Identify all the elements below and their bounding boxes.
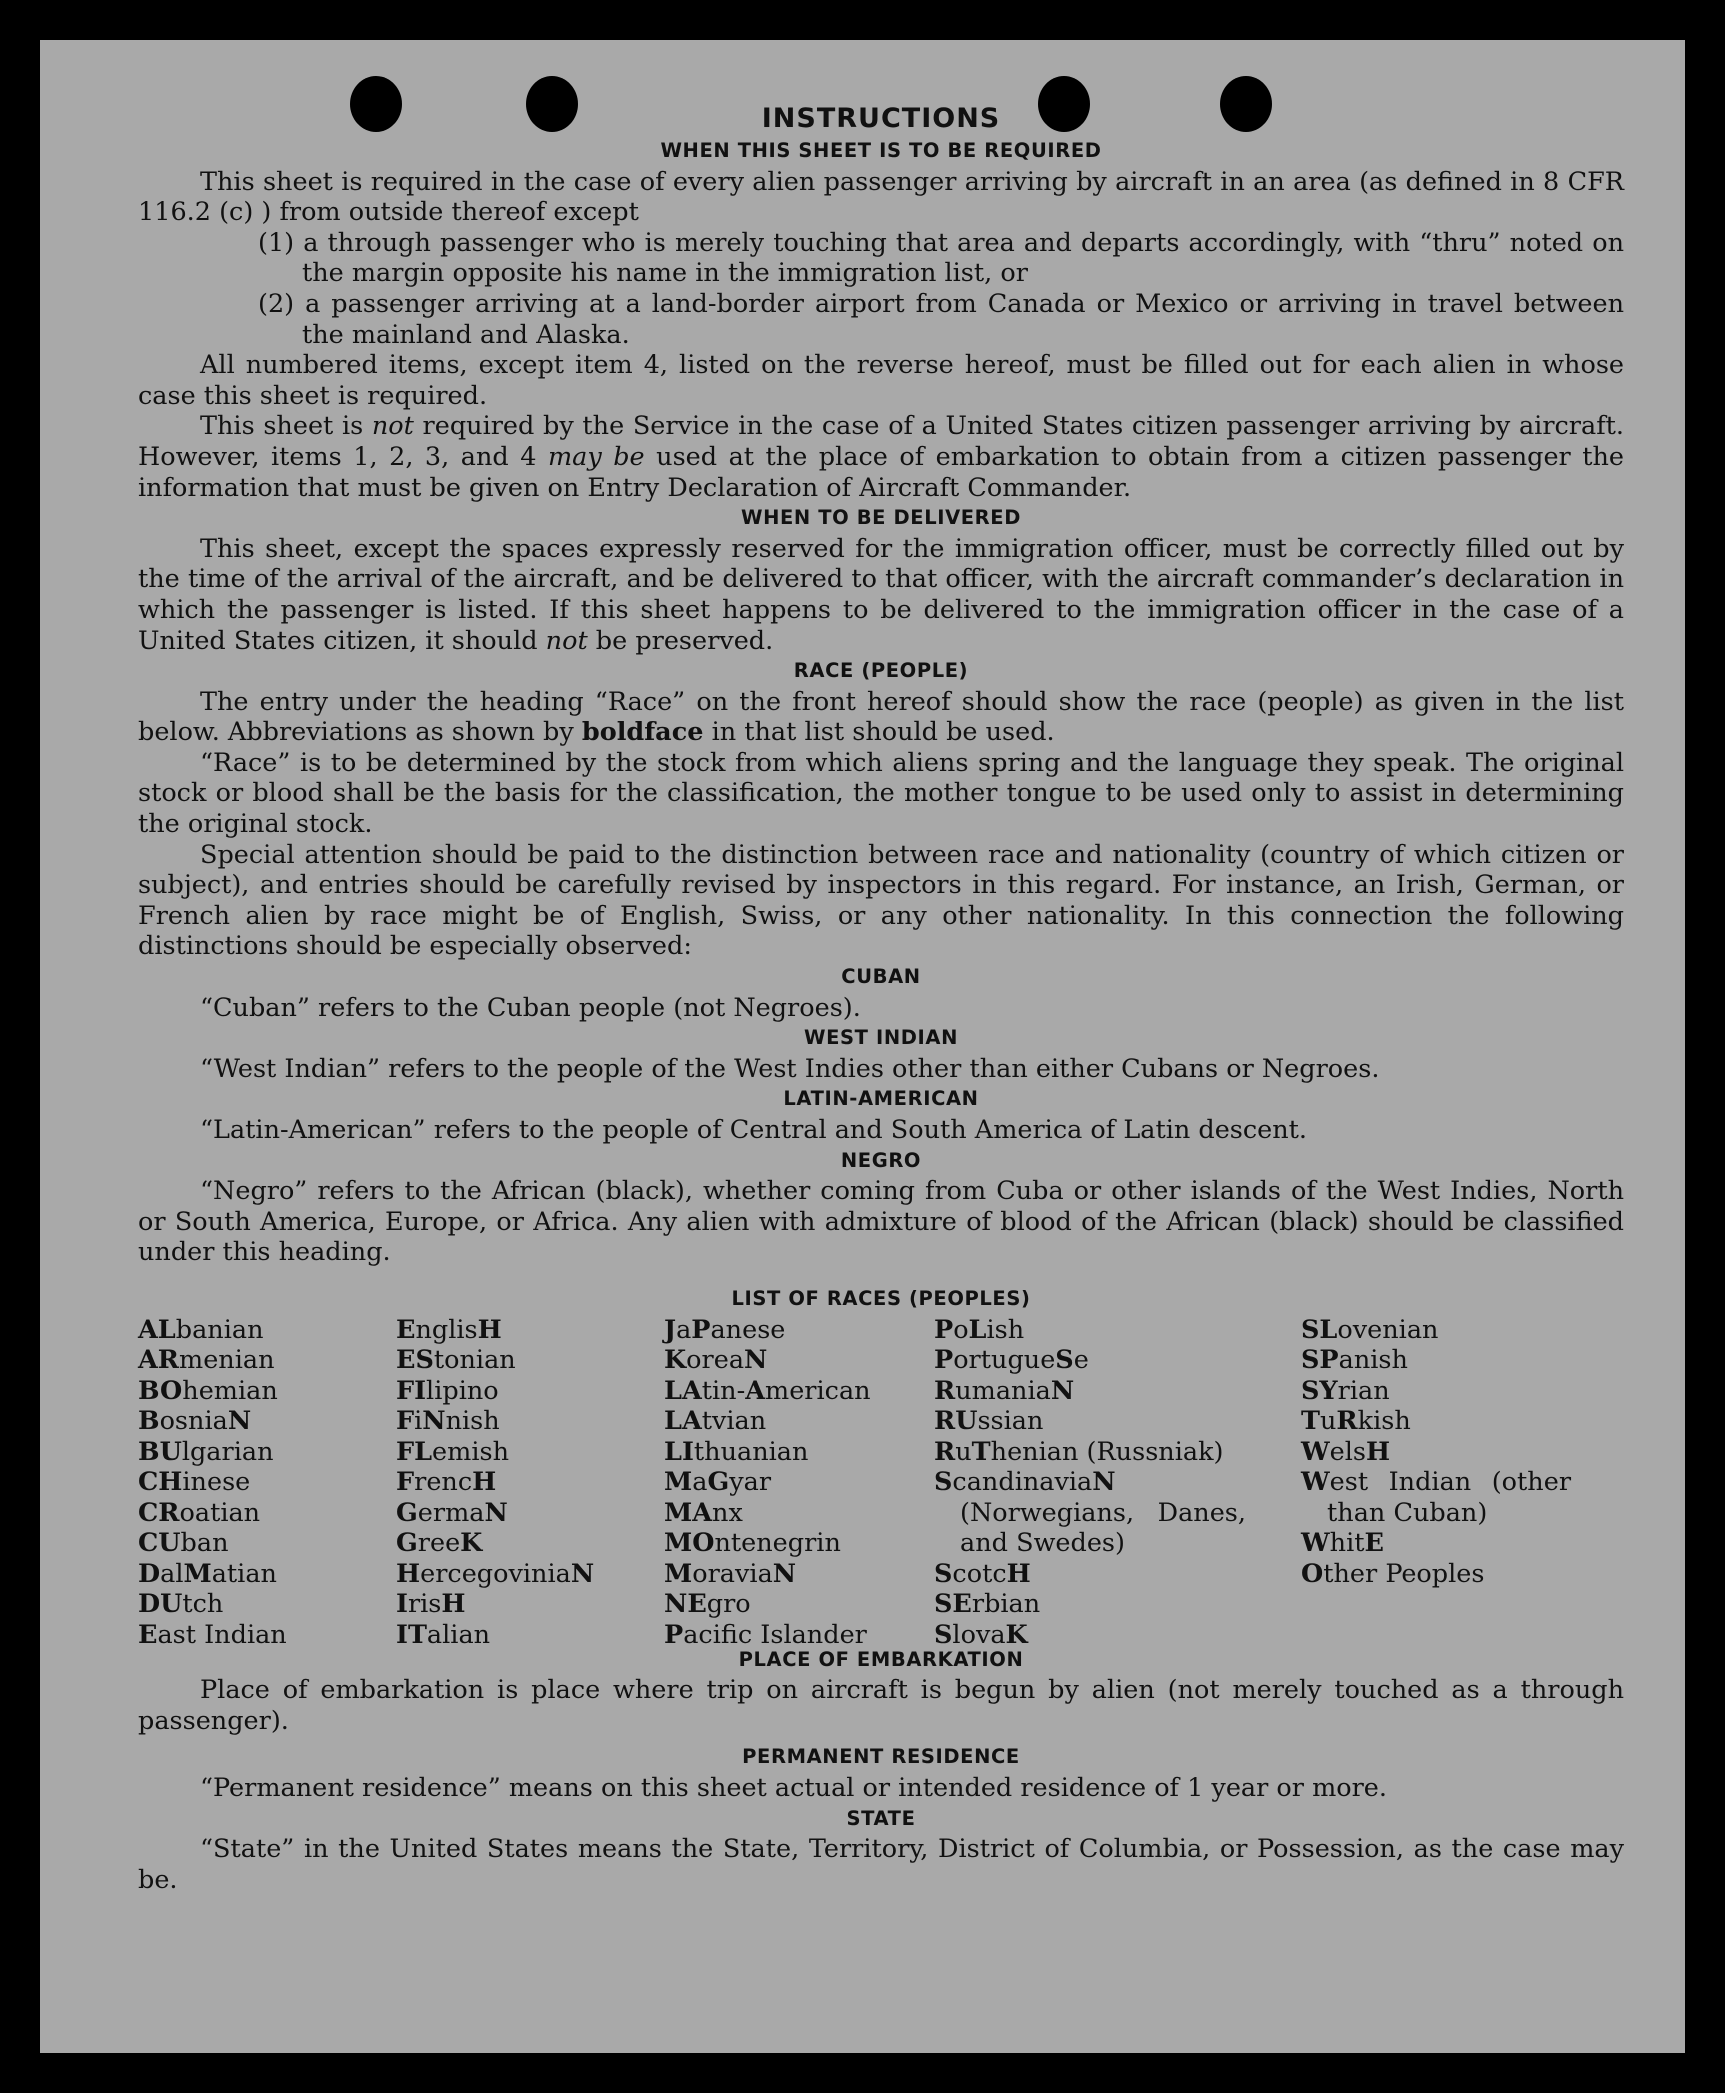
race-entry: FIlipino	[396, 1375, 499, 1406]
race-entry: GreeK	[396, 1528, 483, 1559]
race-entry: TuRkish	[1301, 1406, 1411, 1437]
heading-latin-american: LATIN-AMERICAN	[783, 1087, 979, 1111]
race-entry: GermaN	[396, 1497, 508, 1528]
race-entry: LIthuanian	[664, 1436, 809, 1467]
race-entry: FrencH	[396, 1467, 497, 1498]
race-entry: SPanish	[1301, 1345, 1408, 1376]
race-entry: PoLish	[934, 1314, 1025, 1345]
race-entry: MOntenegrin	[664, 1528, 841, 1559]
race-entry: SYrian	[1301, 1375, 1390, 1406]
race-entry: East Indian	[138, 1619, 287, 1650]
race-entry: BOhemian	[138, 1375, 278, 1406]
race-entry: MAnx	[664, 1497, 743, 1528]
race-entry: SLovenian	[1301, 1314, 1439, 1345]
race-entry: SErbian	[934, 1589, 1041, 1620]
heading-state: STATE	[846, 1806, 916, 1830]
heading-cuban: CUBAN	[841, 965, 921, 989]
race-entry: MaGyar	[664, 1467, 772, 1498]
race-entry: BUlgarian	[138, 1436, 274, 1467]
race-entry: CRoatian	[138, 1497, 261, 1528]
exception-item-1: (1) a through passenger who is merely touching that area and departs accordingly, with “thru” noted on the margin opposite his name in the immigration list, or	[258, 227, 1624, 289]
races-column-4	[934, 1315, 1246, 1651]
document-sheet	[40, 40, 1685, 2053]
race-entry: West Indian (other than Cuban)	[1301, 1467, 1572, 1528]
heading-race: RACE (PEOPLE)	[793, 659, 969, 683]
instructions-content	[138, 102, 1624, 1895]
paragraph-race-stock: “Race” is to be determined by the stock from which aliens spring and the language they speak. The original stock or blood shall be the basis for the classification, the mother tongue to be used only to assist in determining the original stock.	[138, 747, 1624, 840]
race-entry: LAtvian	[664, 1406, 767, 1437]
paragraph-state: “State” in the United States means the State, Territory, District of Columbia, or Possession, as the case may be.	[138, 1834, 1624, 1895]
races-column-3	[664, 1315, 929, 1651]
race-entry: CHinese	[138, 1467, 251, 1498]
heading-when-delivered: WHEN TO BE DELIVERED	[740, 506, 1022, 530]
paragraph-citizen: This sheet is not required by the Service in the case of a United States citizen passenger arriving by aircraft. However, items 1, 2, 3, and 4 may be used at the place of embarkation to obtain from a citizen passenger the information that must be given on Entry Declaration of Aircraft Commander.	[138, 411, 1624, 503]
race-entry: Pacifc Islander	[664, 1619, 867, 1650]
races-list	[138, 1314, 1624, 1650]
races-column-5	[1301, 1315, 1571, 1590]
paragraph-negro: “Negro” refers to the African (black), whether coming from Cuba or other islands of the West Indies, North or South America, Europe, or Africa. Any alien with admixture of blood of the African (black) should be classified under this heading.	[138, 1176, 1624, 1268]
paragraph-required: This sheet is required in the case of every alien passenger arriving by aircraft in an area (as defined in 8 CFR 116.2 (c) ) from outside thereof except	[138, 166, 1624, 228]
races-column-2	[396, 1315, 656, 1651]
race-entry: Other Peoples	[1301, 1558, 1485, 1589]
race-entry: PortugueSe	[934, 1345, 1089, 1376]
heading-list-of-races: LIST OF RACES (PEOPLES)	[731, 1286, 1031, 1310]
race-entry: KoreaN	[664, 1345, 768, 1376]
race-entry: EStonian	[396, 1345, 516, 1376]
race-entry: RumaniaN	[934, 1375, 1075, 1406]
heading-negro: NEGRO	[840, 1148, 922, 1172]
exception-item-2: (2) a passenger arriving at a land-border airport from Canada or Mexico or arriving in travel between the mainland and Alaska.	[258, 288, 1624, 350]
race-entry: IrisH	[396, 1589, 466, 1620]
race-entry: ScandinaviaN (Norwegians, Danes, and Swedes)	[934, 1467, 1246, 1559]
race-entry: BosniaN	[138, 1406, 252, 1437]
paragraph-delivered: This sheet, except the spaces expressly reserved for the immigration officer, must be correctly filled out by the time of the arrival of the aircraft, and be delivered to that officer, with the aircraft commander’s declaration in which the passenger is listed. If this sheet happens to be delivered to the immigration officer in the case of a United States citizen, it should not be preserved.	[138, 533, 1624, 656]
race-entry: HercegoviniaN	[396, 1558, 595, 1589]
race-entry: FLemish	[396, 1436, 510, 1467]
heading-when-required: WHEN THIS SHEET IS TO BE REQUIRED	[660, 139, 1102, 162]
heading-permanent-residence: PERMANENT RESIDENCE	[742, 1745, 1020, 1769]
race-entry: RUssian	[934, 1406, 1044, 1437]
paragraph-race-nationality: Special attention should be paid to the distinction between race and nationality (country of which citizen or subject), and entries should be carefully revised by inspectors in this regard. For instance, an Irish, German, or French alien by race might be of English, Swiss, or any other nationality. In this connection the following distinctions should be especially observed:	[138, 839, 1624, 962]
race-entry: WelsH	[1301, 1436, 1391, 1467]
race-entry: SlovaK	[934, 1619, 1028, 1650]
paragraph-embarkation: Place of embarkation is place where trip on aircraft is begun by alien (not merely touched as a through passenger).	[138, 1675, 1624, 1736]
race-entry: NEgro	[664, 1589, 751, 1620]
race-entry: ARmenian	[138, 1345, 275, 1376]
paragraph-numbered-items: All numbered items, except item 4, listed on the reverse hereof, must be filled out for each alien in whose case this sheet is required.	[138, 350, 1624, 411]
race-entry: MoraviaN	[664, 1558, 797, 1589]
heading-place-of-embarkation: PLACE OF EMBARKATION	[738, 1647, 1024, 1671]
race-entry: DUtch	[138, 1589, 224, 1620]
race-entry: ScotcH	[934, 1558, 1031, 1589]
race-entry: RuThenian (Russniak)	[934, 1436, 1224, 1467]
paragraph-west-indian: “West Indian” refers to the people of the West Indies other than either Cubans or Negroes.	[200, 1053, 1380, 1084]
race-entry: FiNnish	[396, 1406, 500, 1437]
paragraph-race-entry: The entry under the heading “Race” on the front hereof should show the race (people) as given in the list below. Abbreviations as shown by boldface in that list should be used.	[138, 686, 1624, 748]
page-title: INSTRUCTIONS	[761, 103, 1001, 134]
race-entry: ALbanian	[138, 1314, 264, 1345]
paragraph-residence: “Permanent residence” means on this sheet actual or intended residence of 1 year or more.	[200, 1772, 1387, 1803]
race-entry: DalMatian	[138, 1558, 277, 1589]
paragraph-cuban: “Cuban” refers to the Cuban people (not Negroes).	[200, 992, 861, 1023]
race-entry: EnglisH	[396, 1314, 502, 1345]
paragraph-latin-american: “Latin-American” refers to the people of Central and South America of Latin descent.	[200, 1115, 1308, 1145]
race-entry: LAtin-American	[664, 1375, 871, 1406]
race-entry: CUban	[138, 1528, 229, 1559]
race-entry: WhitE	[1301, 1528, 1384, 1559]
race-entry: ITalian	[396, 1619, 491, 1650]
heading-west-indian: WEST INDIAN	[804, 1026, 958, 1050]
race-entry: JaPanese	[664, 1314, 786, 1345]
races-column-1	[138, 1315, 388, 1651]
